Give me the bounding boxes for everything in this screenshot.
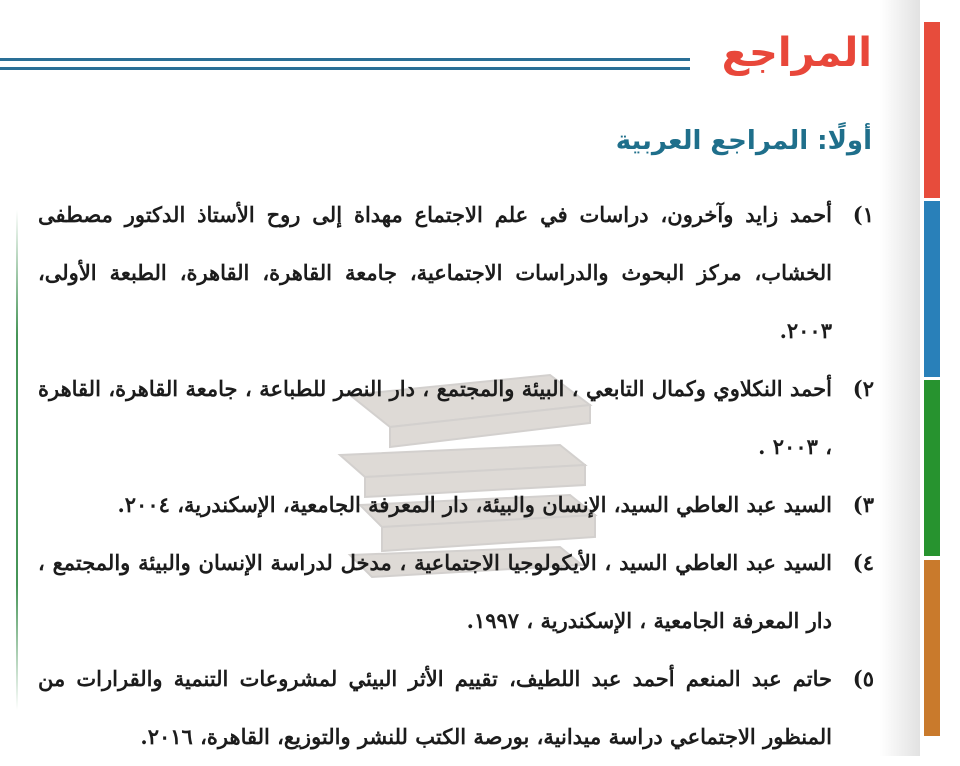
- reference-number: ٢): [852, 376, 874, 401]
- reference-text: السيد عبد العاطي السيد ، الأيكولوجيا الاجتماعية ، مدخل لدراسة الإنسان والبيئة والمجتمع ، دار المعرفة الجامعية ، الإسكندرية ، ١٩٩٧.: [38, 550, 832, 633]
- stripe-orange: [924, 560, 940, 736]
- stripe-red: [924, 22, 940, 198]
- reference-item: [38, 186, 874, 360]
- page-title: المراجع: [721, 30, 872, 76]
- reference-item: [38, 476, 874, 534]
- reference-text: أحمد زايد وآخرون، دراسات في علم الاجتماع مهداة إلى روح الأستاذ الدكتور مصطفى الخشاب، مركز البحوث والدراسات الاجتماعية، جامعة القاهرة، القاهرة، الطبعة الأولى، ٢٠٠٣.: [38, 202, 832, 343]
- reference-item: [38, 650, 874, 766]
- references-list: [38, 186, 874, 766]
- reference-text: السيد عبد العاطي السيد، الإنسان والبيئة، دار المعرفة الجامعية، الإسكندرية، ٢٠٠٤.: [117, 492, 832, 517]
- stripe-blue: [924, 201, 940, 377]
- left-accent-line: [16, 210, 18, 710]
- reference-text: أحمد النكلاوي وكمال التابعي ، البيئة والمجتمع ، دار النصر للطباعة ، جامعة القاهرة، القاهرة ، ٢٠٠٣ .: [38, 376, 832, 459]
- reference-number: ٥): [852, 666, 874, 691]
- reference-number: ٣): [852, 492, 874, 517]
- reference-number: ٤): [852, 550, 874, 575]
- reference-number: ١): [852, 202, 874, 227]
- section-subtitle: أولًا: المراجع العربية: [615, 126, 872, 156]
- reference-item: [38, 360, 874, 476]
- stripe-green: [924, 380, 940, 556]
- edge-shade: [880, 0, 920, 756]
- reference-item: [38, 534, 874, 650]
- reference-text: حاتم عبد المنعم أحمد عبد اللطيف، تقييم الأثر البيئي لمشروعات التنمية والقرارات من المنظور الاجتماعي دراسة ميدانية، بورصة الكتب للنشر والتوزيع، القاهرة، ٢٠١٦.: [38, 666, 832, 749]
- title-rule-bottom: [0, 67, 690, 70]
- title-rule-top: [0, 58, 690, 61]
